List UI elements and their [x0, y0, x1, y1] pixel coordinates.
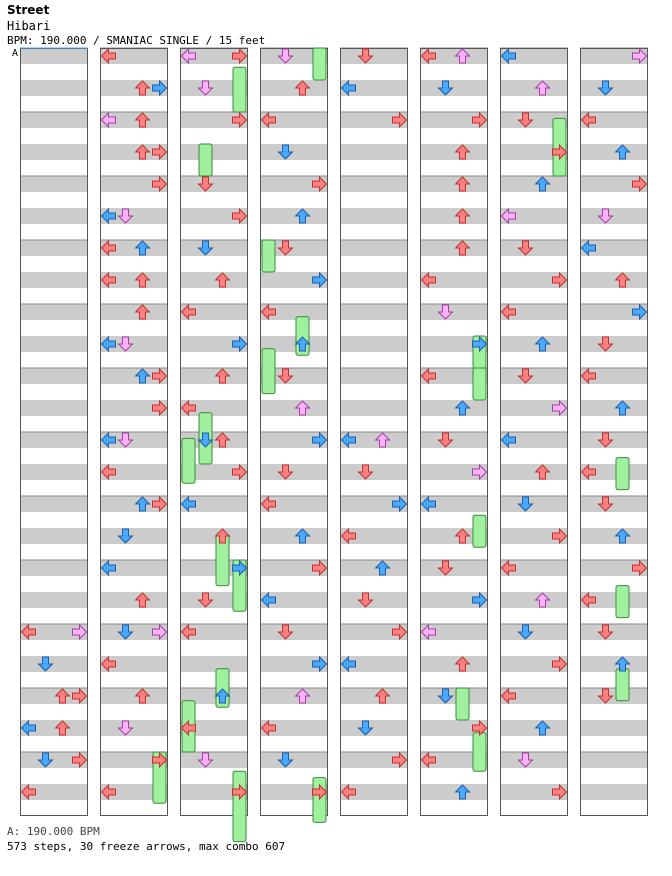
freeze-arrow: [233, 771, 246, 841]
beat-band: [580, 144, 648, 160]
freeze-arrow: [473, 515, 486, 547]
freeze-arrow: [473, 368, 486, 400]
beat-band: [340, 368, 408, 384]
beat-band: [500, 592, 568, 608]
freeze-arrow: [182, 438, 195, 483]
beat-band: [500, 368, 568, 384]
beat-band: [420, 688, 488, 704]
beat-band: [580, 688, 648, 704]
freeze-arrow: [456, 688, 469, 720]
beat-band: [580, 80, 648, 96]
beat-band: [260, 400, 328, 416]
freeze-arrow: [262, 240, 275, 272]
beat-band: [500, 624, 568, 640]
beat-band: [20, 112, 88, 128]
beat-band: [180, 656, 248, 672]
beat-band: [20, 240, 88, 256]
beat-band: [100, 720, 168, 736]
beat-band: [420, 400, 488, 416]
beat-band: [420, 176, 488, 192]
chart-meta: BPM: 190.000 / SMANIAC SINGLE / 15 feet: [7, 34, 266, 47]
beat-band: [180, 144, 248, 160]
beat-band: [180, 240, 248, 256]
beat-band: [20, 496, 88, 512]
beat-band: [580, 528, 648, 544]
beat-band: [260, 752, 328, 768]
beat-band: [100, 304, 168, 320]
beat-band: [100, 688, 168, 704]
beat-band: [20, 400, 88, 416]
beat-band: [500, 464, 568, 480]
freeze-arrow: [473, 733, 486, 771]
beat-band: [20, 368, 88, 384]
beat-band: [260, 464, 328, 480]
beat-band: [20, 528, 88, 544]
beat-band: [420, 304, 488, 320]
freeze-arrow: [616, 669, 629, 701]
beat-band: [20, 336, 88, 352]
beat-band: [20, 80, 88, 96]
beat-band: [20, 464, 88, 480]
beat-band: [500, 336, 568, 352]
freeze-arrow: [616, 458, 629, 490]
beat-band: [340, 48, 408, 64]
beat-band: [20, 560, 88, 576]
beat-band: [340, 464, 408, 480]
freeze-arrow: [262, 349, 275, 394]
beat-band: [340, 720, 408, 736]
beat-band: [260, 688, 328, 704]
beat-band: [500, 496, 568, 512]
beat-band: [580, 720, 648, 736]
beat-band: [340, 240, 408, 256]
beat-band: [20, 432, 88, 448]
beat-band: [580, 784, 648, 800]
beat-band: [340, 400, 408, 416]
beat-band: [340, 336, 408, 352]
bpm-legend: A: 190.000 BPM: [7, 825, 100, 838]
beat-band: [20, 656, 88, 672]
beat-band: [260, 624, 328, 640]
beat-band: [340, 272, 408, 288]
beat-band: [420, 240, 488, 256]
beat-band: [580, 624, 648, 640]
beat-band: [500, 80, 568, 96]
beat-band: [20, 176, 88, 192]
beat-band: [580, 432, 648, 448]
chart-stats: 573 steps, 30 freeze arrows, max combo 607: [7, 840, 286, 853]
beat-band: [340, 560, 408, 576]
beat-band: [420, 560, 488, 576]
beat-band: [500, 720, 568, 736]
beat-band: [420, 432, 488, 448]
song-name: Hibari: [7, 19, 51, 33]
beat-band: [340, 176, 408, 192]
beat-band: [500, 176, 568, 192]
beat-band: [580, 656, 648, 672]
freeze-arrow: [616, 586, 629, 618]
beat-band: [580, 496, 648, 512]
beat-band: [20, 208, 88, 224]
freeze-arrow: [199, 144, 212, 176]
beat-band: [420, 656, 488, 672]
beat-band: [260, 528, 328, 544]
beat-band: [340, 144, 408, 160]
beat-band: [20, 144, 88, 160]
beat-band: [180, 368, 248, 384]
beat-band: [20, 592, 88, 608]
beat-band: [20, 304, 88, 320]
freeze-arrow: [233, 67, 246, 112]
beat-band: [260, 144, 328, 160]
beat-band: [420, 80, 488, 96]
chart-title: Street: [7, 3, 50, 17]
beat-band: [20, 272, 88, 288]
beat-band: [180, 752, 248, 768]
beat-band: [340, 592, 408, 608]
beat-band: [580, 336, 648, 352]
bpm-marker: A: [12, 48, 19, 59]
beat-band: [580, 208, 648, 224]
beat-band: [420, 784, 488, 800]
beat-band: [180, 528, 248, 544]
beat-band: [580, 752, 648, 768]
beat-band: [340, 688, 408, 704]
beat-band: [420, 208, 488, 224]
beat-band: [580, 272, 648, 288]
beat-band: [500, 752, 568, 768]
beat-band: [180, 272, 248, 288]
beat-band: [100, 592, 168, 608]
beat-band: [260, 208, 328, 224]
beat-band: [20, 48, 88, 64]
beat-band: [180, 176, 248, 192]
beat-band: [100, 528, 168, 544]
beat-band: [260, 80, 328, 96]
freeze-arrow: [313, 48, 326, 80]
beat-band: [420, 144, 488, 160]
beat-band: [340, 304, 408, 320]
beat-band: [500, 240, 568, 256]
beat-band: [340, 208, 408, 224]
beat-band: [580, 400, 648, 416]
